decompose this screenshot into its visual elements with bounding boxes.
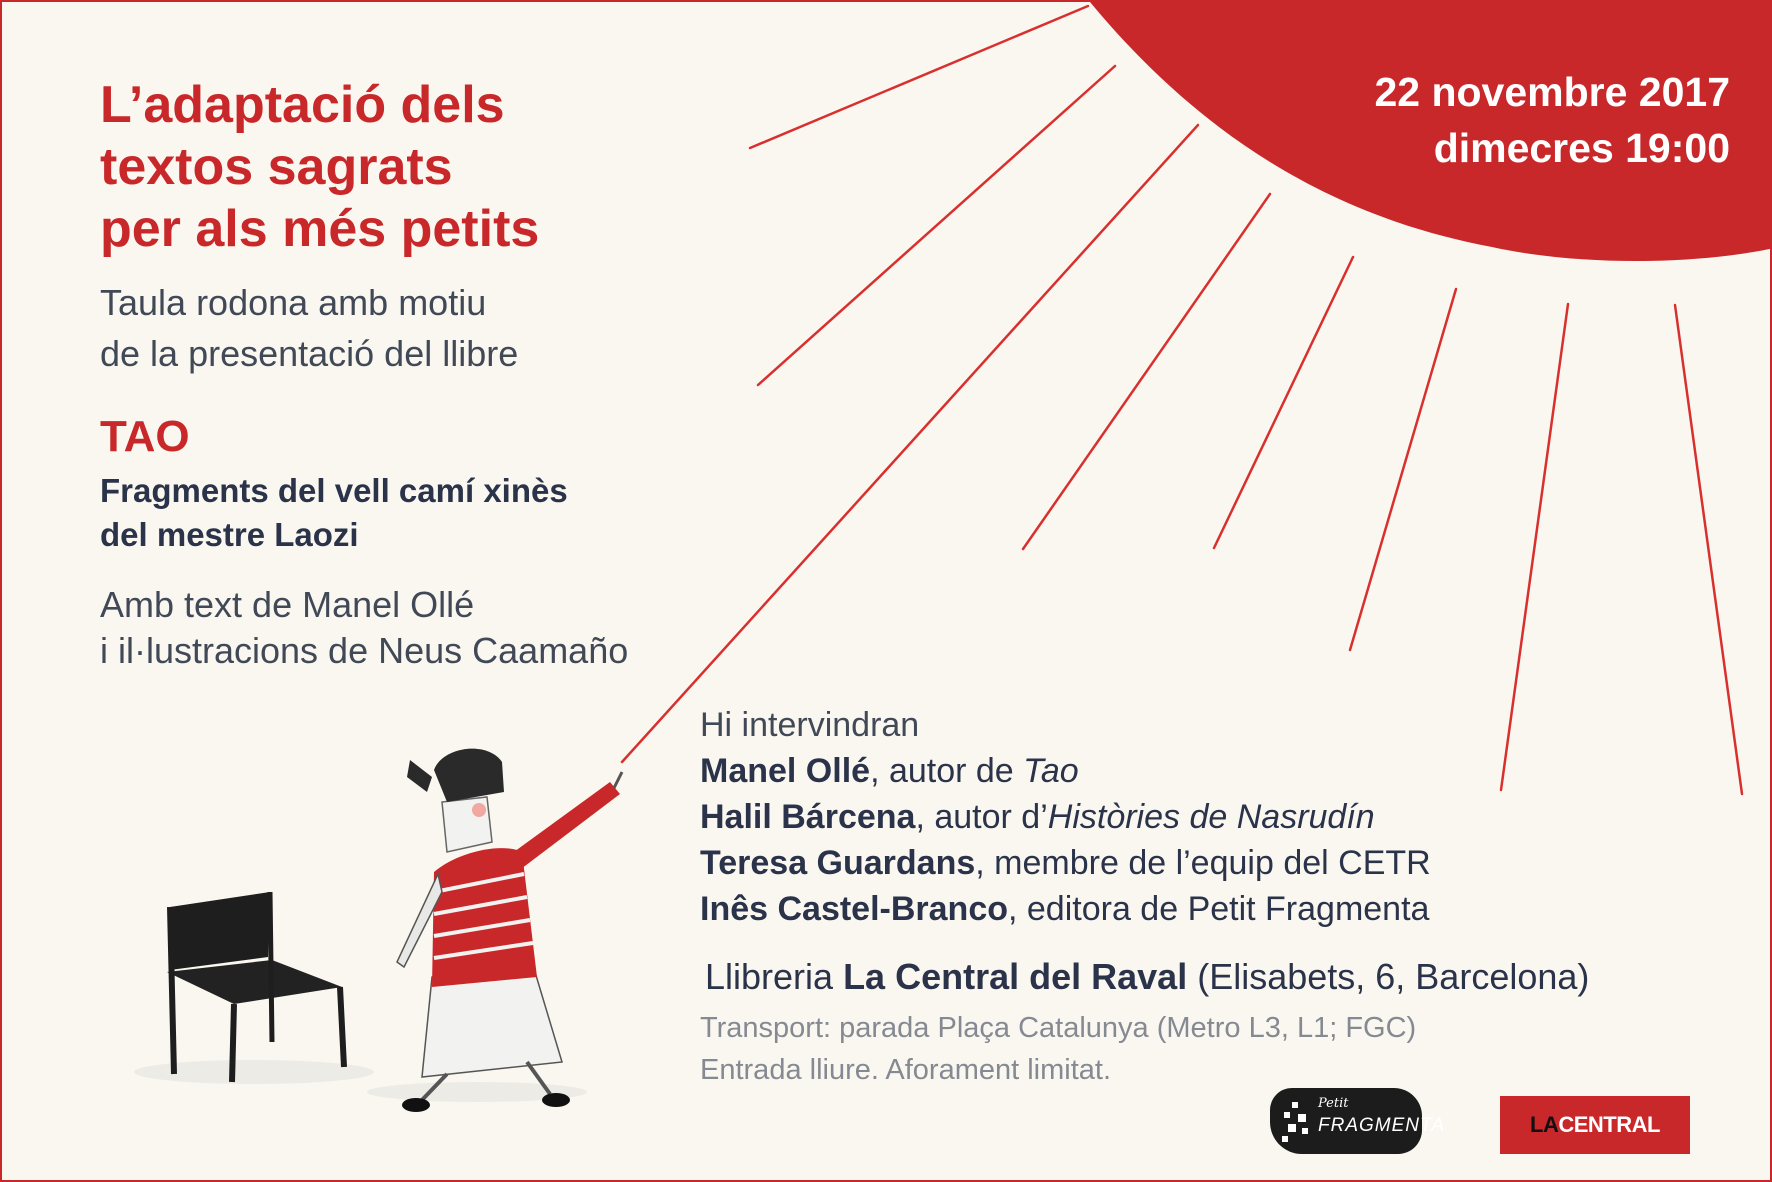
speaker-name: Inês Castel-Branco [700,890,1008,928]
event-subtitle-line: de la presentació del llibre [100,333,519,374]
logo-line1: Petit [1318,1096,1349,1111]
speaker-work: Històries de Nasrudín [1047,798,1375,836]
chair-illustration [134,892,374,1084]
venue-line [705,955,1589,999]
speaker-name: Halil Bárcena [700,798,916,836]
girl-illustration [367,749,622,1112]
la-central-logo [1500,1096,1690,1154]
event-title-line: L’adaptació dels [100,76,505,134]
logo-part2: CENTRAL [1558,1112,1660,1137]
event-subtitle-line: Taula rodona amb motiu [100,282,487,323]
logo-part1: LA [1530,1112,1559,1137]
speaker-item [700,794,1431,840]
speaker-item [700,840,1431,886]
event-subtitle [100,277,518,379]
event-title [100,74,539,260]
sun-ray [1350,289,1456,650]
speaker-role: , editora de Petit Fragmenta [1008,890,1430,928]
entry-info: Entrada lliure. Aforament limitat. [700,1054,1112,1086]
speakers-intro: Hi intervindran [700,706,920,744]
book-credits [100,582,628,674]
venue-name: La Central del Raval [843,956,1188,997]
speaker-item [700,886,1431,932]
sun-ray [1675,305,1742,794]
book-subtitle-line: Fragments del vell camí xinès [100,472,568,509]
sun-ray [1501,304,1568,790]
sun-ray [750,6,1088,148]
pixel-icon [1278,1098,1318,1148]
event-date: 22 novembre 2017 [1374,69,1730,115]
venue-prefix: Llibreria [705,956,844,997]
book-credits-line: i il·lustracions de Neus Caamaño [100,630,629,671]
speaker-role: , membre de l’equip del CETR [975,844,1431,882]
speaker-role: , autor d’ [915,798,1048,836]
event-title-line: per als més petits [100,200,540,258]
speaker-name: Teresa Guardans [700,844,976,882]
sun-ray [758,66,1115,385]
book-subtitle-line: del mestre Laozi [100,516,359,553]
sun-ray [622,125,1198,762]
book-credits-line: Amb text de Manel Ollé [100,584,475,625]
speaker-work: Tao [1023,752,1079,790]
speakers-list [700,702,1431,932]
transport-info: Transport: parada Plaça Catalunya (Metro L3, L1; FGC) [700,1012,1417,1044]
speaker-name: Manel Ollé [700,752,871,790]
book-title: TAO [100,412,190,461]
event-title-line: textos sagrats [100,138,453,196]
event-day-time: dimecres 19:00 [1433,125,1730,171]
logo-line2: FRAGMENTA [1318,1115,1445,1136]
book-subtitle [100,469,568,557]
venue-address: (Elisabets, 6, Barcelona) [1187,956,1590,997]
sun-ray [1214,257,1353,548]
petit-fragmenta-logo [1270,1088,1445,1154]
sun-ray [1023,194,1270,549]
speaker-role: , autor de [870,752,1024,790]
speaker-item [700,748,1431,794]
event-datetime [1374,64,1730,176]
venue-info [700,1007,1416,1091]
